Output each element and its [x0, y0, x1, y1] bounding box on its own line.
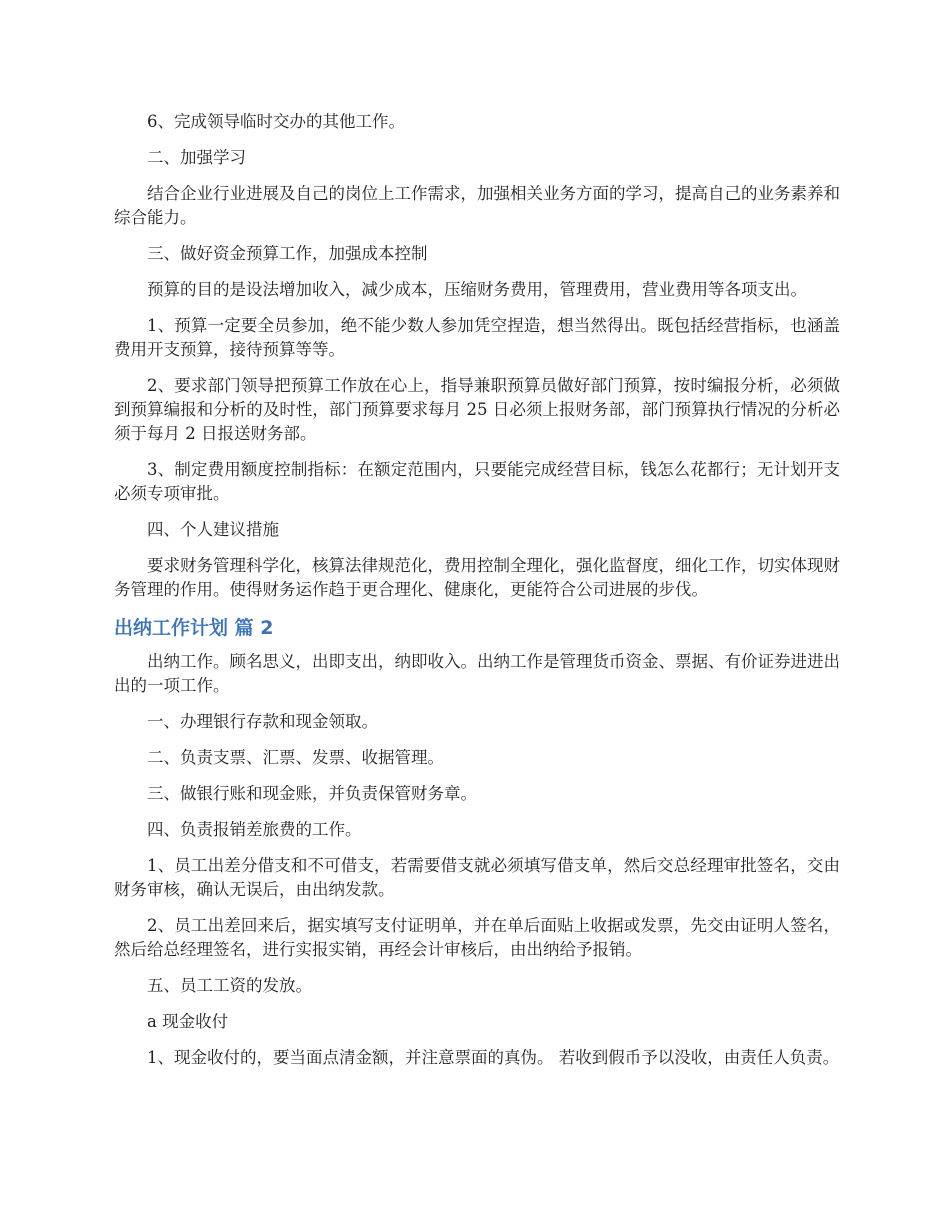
- article-heading: 出纳工作计划 篇 2: [114, 617, 274, 639]
- section-heading: 五、员工工资的发放。: [147, 976, 312, 995]
- sub-heading: a 现金收付: [147, 1012, 229, 1031]
- section-heading: 二、加强学习: [147, 148, 246, 167]
- paragraph: 6、完成领导临时交办的其他工作。: [147, 112, 405, 131]
- paragraph: 1、现金收付的，要当面点清金额，并注意票面的真伪。 若收到假币予以没收，由责任人负责。: [147, 1048, 840, 1067]
- paragraph: 要求财务管理科学化，核算法律规范化，费用控制全理化，强化监督度，细化工作，切实体现财务管理的作用。使得财务运作趋于更合理化、健康化，更能符合公司进展的步伐。: [114, 556, 840, 599]
- document-body: [114, 110, 840, 1082]
- paragraph: 1、员工出差分借支和不可借支，若需要借支就必须填写借支单，然后交总经理审批签名，交由财务审核，确认无误后，由出纳发款。: [114, 856, 840, 899]
- paragraph: 预算的目的是设法增加收入，减少成本，压缩财务费用，管理费用，营业费用等各项支出。: [147, 280, 807, 299]
- section-heading: 四、负责报销差旅费的工作。: [147, 820, 362, 839]
- section-heading: 四、个人建议措施: [147, 520, 279, 539]
- paragraph: 出纳工作。顾名思义，出即支出，纳即收入。出纳工作是管理货币资金、票据、有价证券进进出出的一项工作。: [114, 652, 840, 695]
- paragraph: 结合企业行业进展及自己的岗位上工作需求，加强相关业务方面的学习，提高自己的业务素养和综合能力。: [114, 184, 840, 227]
- paragraph: 3、制定费用额度控制指标：在额定范围内，只要能完成经营目标，钱怎么花都行；无计划开支必须专项审批。: [114, 460, 840, 503]
- paragraph: 1、预算一定要全员参加，绝不能少数人参加凭空捏造，想当然得出。既包括经营指标，也涵盖费用开支预算，接待预算等等。: [114, 316, 840, 359]
- section-heading: 一、办理银行存款和现金领取。: [147, 712, 378, 731]
- section-heading: 二、负责支票、汇票、发票、收据管理。: [147, 748, 444, 767]
- paragraph: 2、员工出差回来后，据实填写支付证明单，并在单后面贴上收据或发票，先交由证明人签名，然后给总经理签名，进行实报实销，再经会计审核后，由出纳给予报销。: [114, 916, 840, 959]
- section-heading: 三、做银行账和现金账，并负责保管财务章。: [147, 784, 477, 803]
- section-heading: 三、做好资金预算工作，加强成本控制: [147, 244, 428, 263]
- paragraph: 2、要求部门领导把预算工作放在心上，指导兼职预算员做好部门预算，按时编报分析，必须做到预算编报和分析的及时性，部门预算要求每月 25 日必须上报财务部，部门预算执行情况的分析必须于每月 2 日报送财务部。: [114, 376, 840, 443]
